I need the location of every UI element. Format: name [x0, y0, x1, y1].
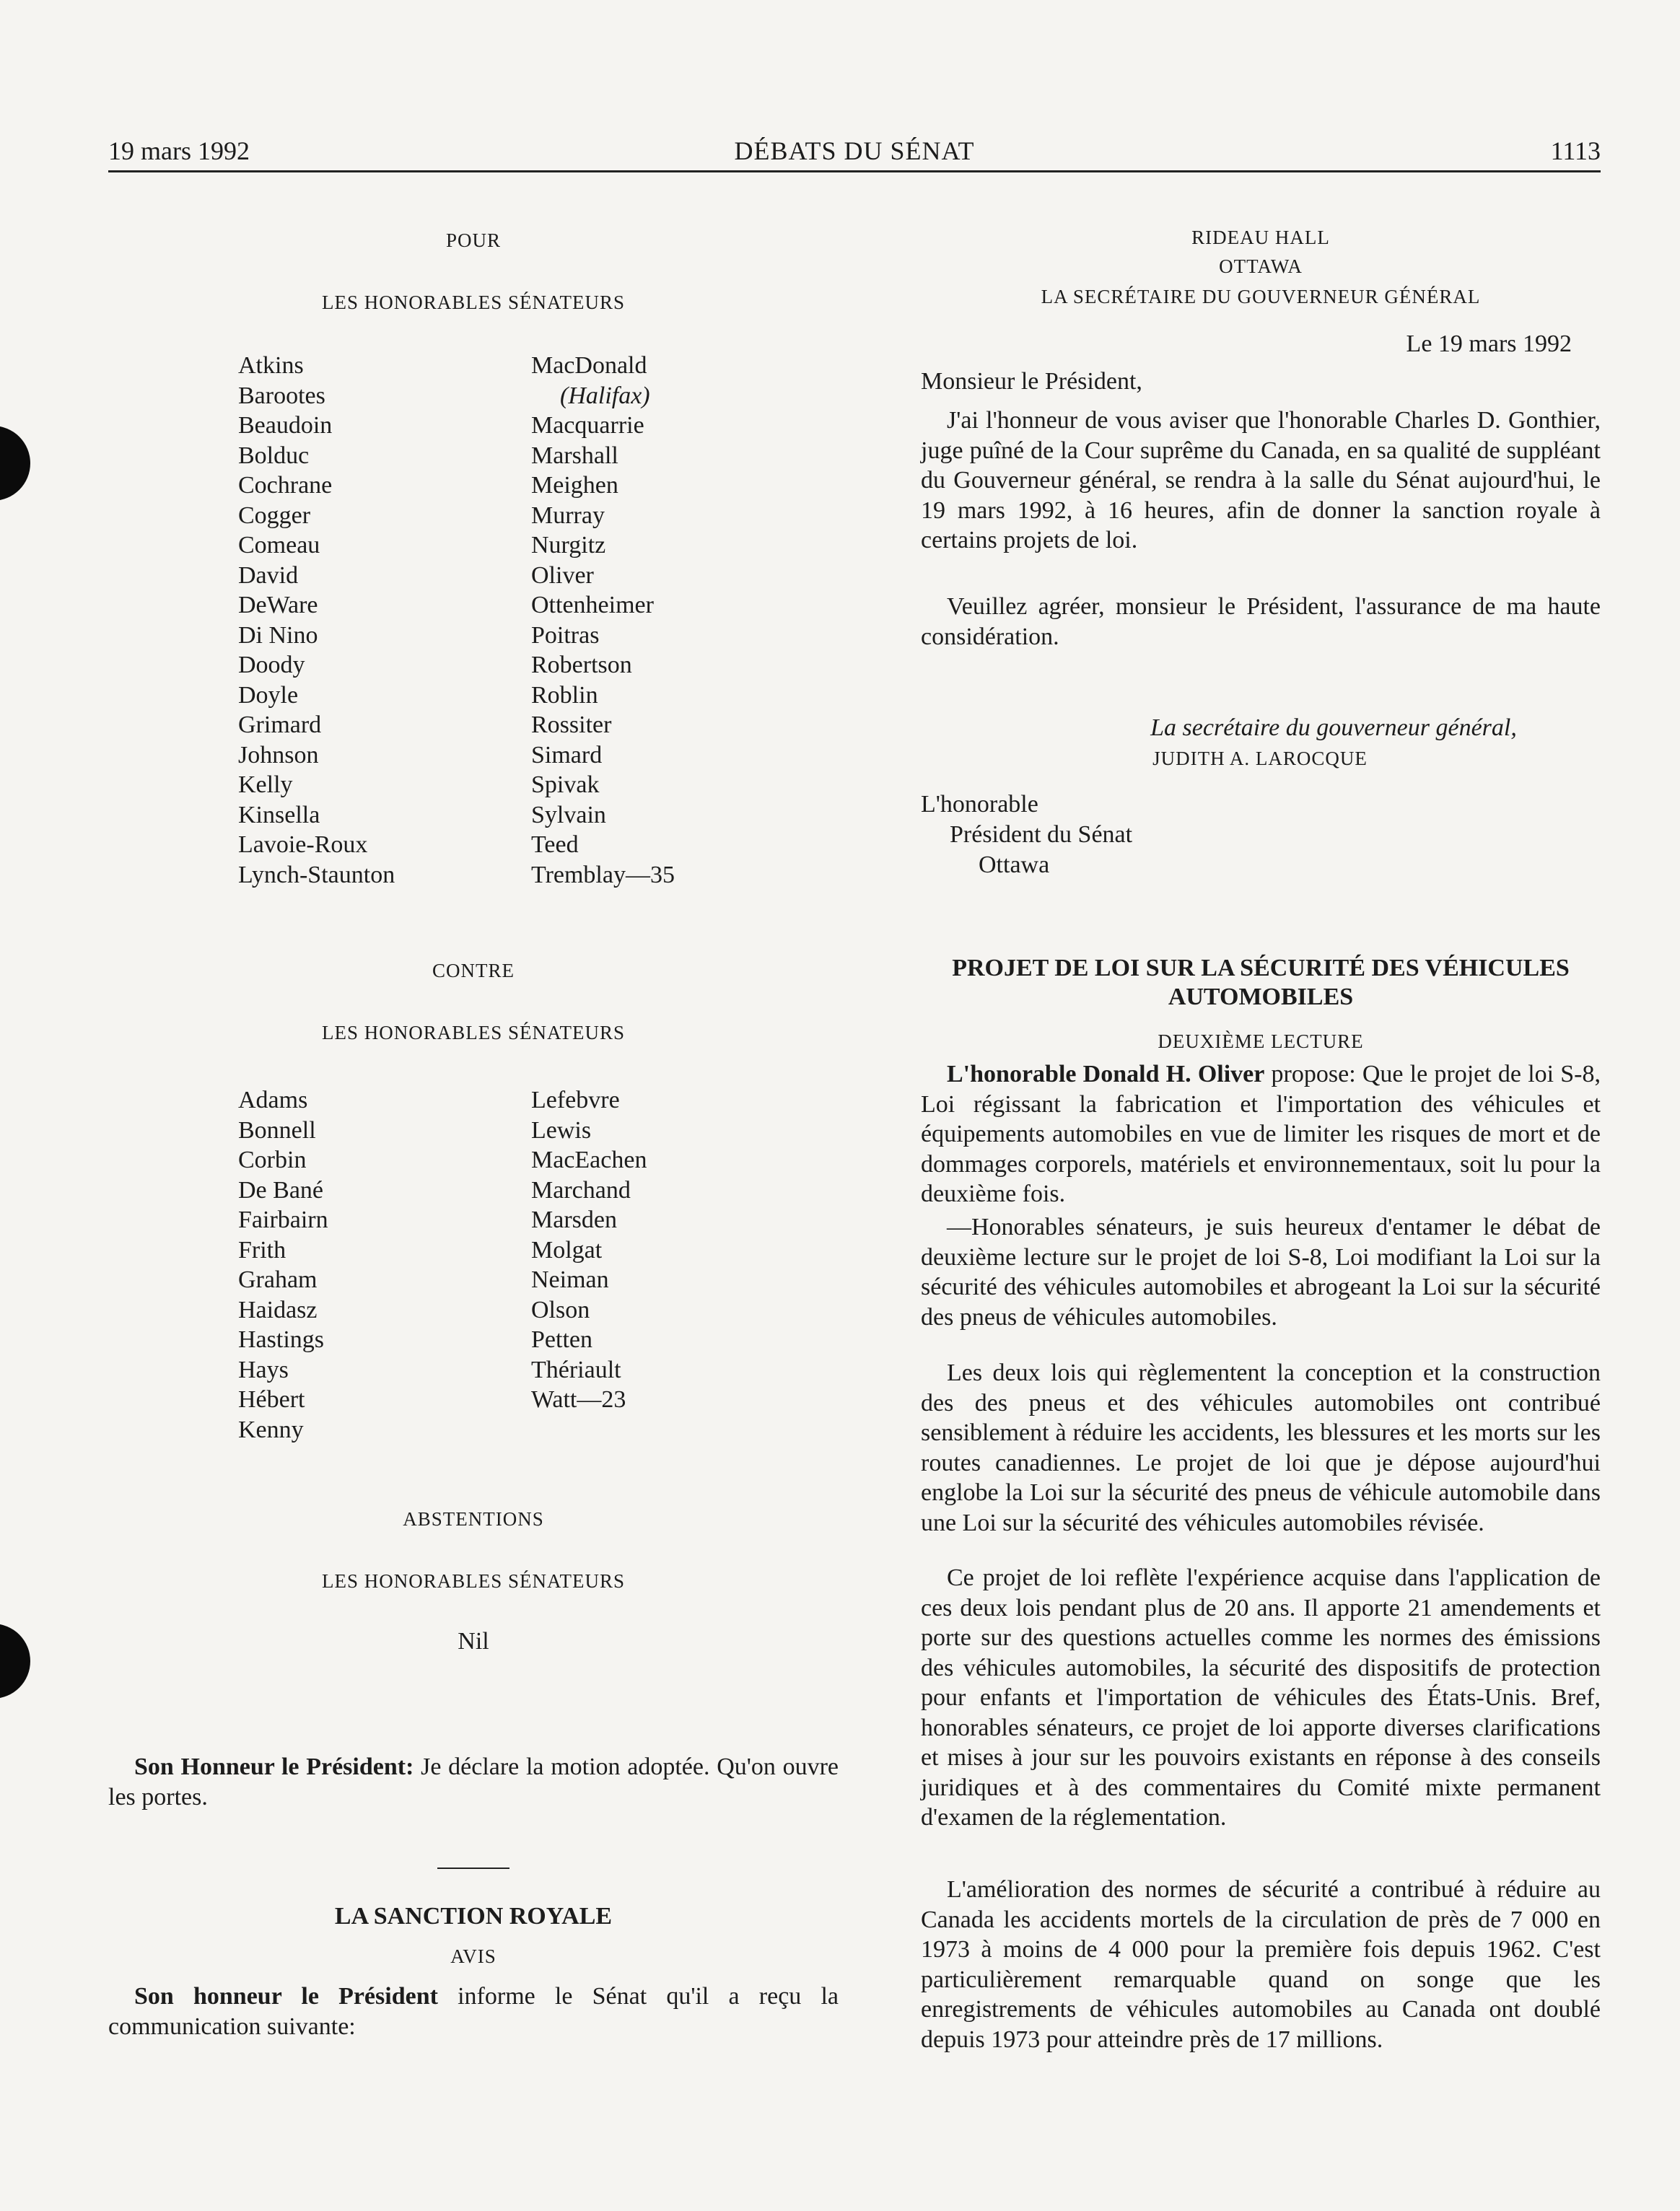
senator-name: Marshall	[531, 442, 618, 469]
header-title: DÉBATS DU SÉNAT	[734, 136, 975, 165]
senator-name: Frith	[238, 1236, 286, 1264]
senator-name: Oliver	[531, 561, 594, 589]
header-page-number: 1113	[1550, 136, 1601, 165]
senator-name: Adams	[238, 1087, 308, 1113]
senator-name: Nurgitz	[531, 532, 606, 559]
senator-name: Atkins	[238, 352, 304, 379]
speech-paragraph-2: Les deux lois qui règlementent la conception et la construction des des pneus et des véhicules automobiles ont contribué sensiblement à réduire les accidents, les blessures et les morts sur les routes canadiennes. Le projet de loi que je dépose aujourd'hui englobe la Loi sur la sécurité des pneus de véhicule automobile dans une Loi sur la sécurité des véhicules automobiles révisée.	[921, 1360, 1601, 1536]
page-header	[108, 136, 1601, 172]
senator-name: Kelly	[238, 771, 293, 798]
senator-name: (Halifax)	[560, 382, 650, 409]
senator-name: Lavoie-Roux	[238, 831, 368, 858]
senator-name: Kenny	[238, 1416, 304, 1443]
senator-name: Di Nino	[238, 621, 318, 649]
senator-name: Doyle	[238, 681, 299, 709]
senator-name: Grimard	[238, 712, 322, 738]
letter-paragraph-1: J'ai l'honneur de vous aviser que l'honorable Charles D. Gonthier, juge puîné de la Cour suprême du Canada, en sa qualité de suppléant du Gouverneur général, se rendra à la salle du Sénat aujourd'hui, le 19 mars 1992, à 16 heures, afin de donner la sanction royale à certains projets de loi.	[921, 407, 1601, 553]
section-divider	[437, 1868, 509, 1869]
senator-name: Hastings	[238, 1326, 324, 1353]
senator-name: Robertson	[531, 652, 632, 678]
abstentions-nil: Nil	[458, 1628, 489, 1655]
senator-name: Comeau	[238, 532, 320, 559]
president-statement	[108, 1752, 839, 1812]
senator-name: Bonnell	[238, 1116, 316, 1144]
president-text: Je déclare la motion adoptée. Qu'on ouvre les portes.	[108, 1754, 839, 1811]
senator-name: Kinsella	[238, 801, 320, 828]
senator-name: Bolduc	[238, 442, 310, 469]
letter-ottawa: OTTAWA	[1219, 255, 1303, 277]
letter-rideau-hall: RIDEAU HALL	[1191, 227, 1330, 248]
contre-senators-label: LES HONORABLES SÉNATEURS	[321, 1022, 626, 1043]
avis-label: Son honneur le Président	[134, 1983, 438, 2010]
president-label: Son Honneur le Président:	[134, 1754, 414, 1780]
oliver-label: L'honorable Donald H. Oliver	[947, 1061, 1265, 1087]
senator-name: Marchand	[531, 1176, 631, 1204]
senator-name: Lynch-Staunton	[238, 861, 395, 888]
pour-names	[108, 351, 839, 899]
senator-name: Doody	[238, 652, 305, 678]
senator-name: Graham	[238, 1266, 318, 1293]
senator-name: Tremblay—35	[531, 861, 675, 888]
senator-name: Cochrane	[238, 472, 333, 499]
senator-name: Murray	[531, 502, 605, 529]
senator-name: De Bané	[238, 1176, 324, 1204]
senator-name: MacDonald	[531, 352, 647, 379]
avis-text: informe le Sénat qu'il a reçu la communication suivante:	[108, 1983, 839, 2040]
senator-name: Simard	[531, 741, 603, 769]
senator-name: Watt—23	[531, 1386, 626, 1413]
senator-name: Fairbairn	[238, 1207, 328, 1233]
senator-name: Johnson	[238, 741, 319, 769]
abstentions-senators-label: LES HONORABLES SÉNATEURS	[321, 1570, 626, 1592]
letter-date: Le 19 mars 1992	[1406, 330, 1572, 357]
senator-name: Marsden	[531, 1207, 617, 1233]
contre-names-col1	[238, 1085, 328, 1445]
pour-names-col1	[238, 351, 395, 890]
senator-name: David	[238, 561, 299, 589]
signature-title: La secrétaire du gouverneur général,	[1150, 714, 1517, 741]
signature-name: JUDITH A. LAROCQUE	[1152, 748, 1368, 769]
senator-name: Lefebvre	[531, 1087, 620, 1113]
senator-name: Haidasz	[238, 1296, 318, 1323]
header-date: 19 mars 1992	[108, 136, 250, 165]
senator-name: DeWare	[238, 592, 318, 618]
senator-name: Roblin	[531, 681, 598, 709]
contre-heading: CONTRE	[432, 960, 515, 981]
contre-names	[108, 1085, 839, 1461]
senator-name: Hébert	[238, 1386, 305, 1413]
senator-name: Meighen	[531, 472, 618, 499]
pour-heading: POUR	[445, 229, 502, 251]
speech-paragraph-1: —Honorables sénateurs, je suis heureux d'entamer le débat de deuxième lecture sur le projet de loi S-8, Loi modifiant la Loi sur la sécurité des véhicules automobiles et abrogeant la Loi sur la sécurité des pneus de véhicules automobiles.	[921, 1214, 1601, 1331]
pour-names-col2	[531, 351, 675, 890]
senator-name: Corbin	[238, 1147, 307, 1173]
senator-name: Lewis	[531, 1116, 592, 1144]
senator-name: Barootes	[238, 382, 325, 409]
senator-name: Molgat	[531, 1236, 603, 1264]
letter-paragraph-2: Veuillez agréer, monsieur le Président, l'assurance de ma haute considération.	[921, 593, 1601, 650]
senator-name: Hays	[238, 1356, 289, 1383]
senator-name: Olson	[531, 1296, 590, 1323]
address-line-3: Ottawa	[979, 851, 1050, 878]
pour-senators-label: LES HONORABLES SÉNATEURS	[321, 292, 626, 313]
speech-paragraph-4: L'amélioration des normes de sécurité a contribué à réduire au Canada les accidents mortels de la circulation de près de 7 000 en 1973 à moins de 4 000 pour la première fois depuis 1962. C'est particulièrement remarquable quand on songe que les enregistrements de véhicules automobiles au Canada ont doublé depuis 1973 pour atteindre près de 17 millions.	[921, 1876, 1601, 2053]
binder-hole-bottom	[0, 1624, 30, 1699]
oliver-motion	[921, 1059, 1601, 1209]
avis-heading: AVIS	[450, 1945, 496, 1967]
address-line-2: Président du Sénat	[950, 821, 1133, 848]
lecture-heading: DEUXIÈME LECTURE	[1158, 1030, 1364, 1052]
avis-paragraph	[108, 1982, 839, 2041]
senator-name: Poitras	[531, 621, 600, 649]
contre-names-col2	[531, 1085, 647, 1415]
letter-secretaire: LA SECRÉTAIRE DU GOUVERNEUR GÉNÉRAL	[1041, 286, 1481, 307]
address-line-1: L'honorable	[921, 791, 1038, 818]
senator-name: Ottenheimer	[531, 592, 654, 618]
senator-name: Neiman	[531, 1266, 609, 1293]
bill-title: PROJET DE LOI SUR LA SÉCURITÉ DES VÉHICULES AUTOMOBILES	[952, 955, 1570, 1010]
letter-salutation: Monsieur le Président,	[921, 368, 1142, 395]
senator-name: Thériault	[531, 1356, 621, 1383]
binder-hole-top	[0, 426, 30, 501]
senator-name: Teed	[531, 831, 579, 858]
oliver-text: propose: Que le projet de loi S-8, Loi régissant la fabrication et l'importation des véhicules et équipements automobiles en vue de limiter les risques de mort et de dommages corporels, matériels et environnementaux, soit lu pour la deuxième fois.	[921, 1061, 1601, 1207]
senator-name: Petten	[531, 1326, 592, 1353]
senator-name: MacEachen	[531, 1147, 647, 1173]
senator-name: Cogger	[238, 502, 311, 529]
senator-name: Beaudoin	[238, 412, 333, 439]
abstentions-heading: ABSTENTIONS	[403, 1508, 544, 1530]
sanction-title: LA SANCTION ROYALE	[334, 1903, 613, 1930]
speech-paragraph-3: Ce projet de loi reflète l'expérience acquise dans l'application de ces deux lois pendant plus de 20 ans. Il apporte 21 amendements et porte sur des questions actuelles comme les normes des émissions des véhicules automobiles, la sécurité des dispositifs de protection pour enfants et l'importation de véhicules des États-Unis. Bref, honorables sénateurs, ce projet de loi apporte diverses clarifications et mises à jour sur les pouvoirs existants en réponse à des conseils juridiques et à des commentaires du Comité mixte permanent d'examen de la réglementation.	[921, 1564, 1601, 1831]
senator-name: Macquarrie	[531, 412, 644, 439]
senator-name: Sylvain	[531, 801, 606, 828]
senator-name: Spivak	[531, 771, 600, 798]
senator-name: Rossiter	[531, 712, 612, 738]
